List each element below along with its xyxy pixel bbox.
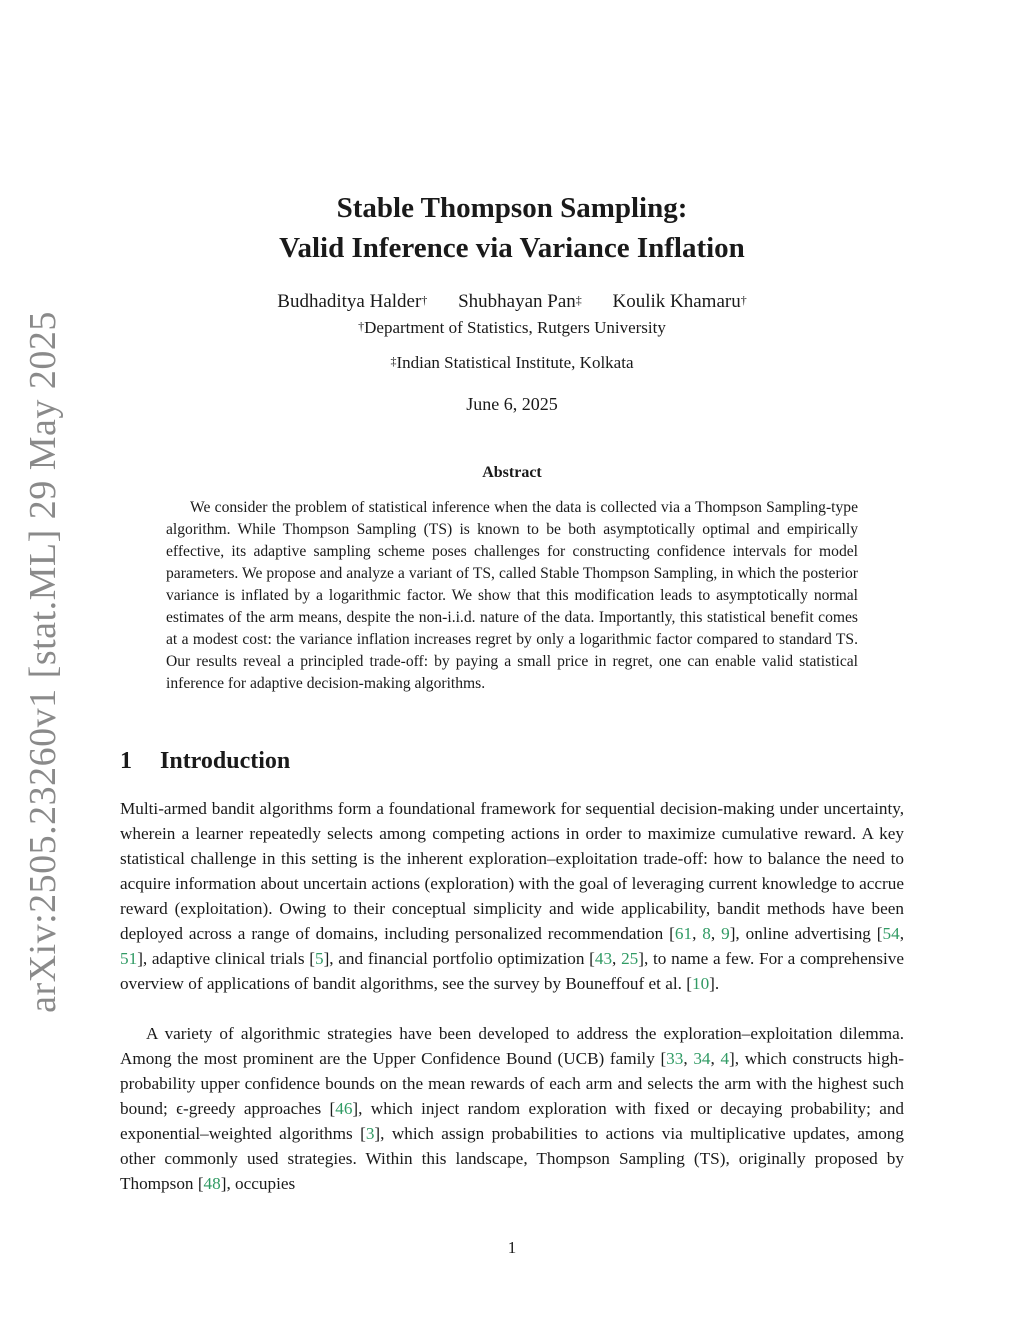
abstract-text: We consider the problem of statistical inference when the data is collected via a Thompson Sampling-type algorithm. While Thompson Sampling (TS) is known to be both asymptotically optimal and empirically effective, its adaptive sampling scheme poses challenges for constructing confidence intervals for model parameters. We propose and analyze a variant of TS, called Stable Thompson Sampling, in which the posterior variance is inflated by a logarithmic factor. We show that this modification leads to asymptotically normal estimates of the arm means, despite the non-i.i.d. nature of the data. Importantly, this statistical benefit comes at a modest cost: the variance inflation increases regret by only a logarithmic factor compared to standard TS. Our results reveal a principled trade-off: by paying a small price in regret, one can enable valid statistical inference for adaptive decision-making algorithms. [166, 499, 858, 692]
title-line-1: Stable Thompson Sampling: [336, 192, 688, 224]
author-affiliation-mark: † [740, 293, 747, 307]
section-title: Introduction [160, 748, 291, 774]
author-affiliation-mark: † [421, 293, 428, 307]
citation-link[interactable]: 8 [702, 924, 711, 943]
intro-paragraph-2 [120, 1021, 904, 1196]
body-text: ], which assign probabilities to actions via multiplicative updates, among other commonly used strategies. Within this landscape, Thompson Sampling (TS), originally proposed by Thompson [ [120, 1124, 904, 1193]
section-number: 1 [120, 748, 132, 774]
citation-link[interactable]: 4 [720, 1049, 730, 1068]
body-text: ], adaptive clinical trials [ [137, 949, 315, 968]
citation-link[interactable]: 51 [120, 949, 138, 968]
body-text: Multi-armed bandit algorithms form a foundational framework for sequential decision-making under uncertainty, wherein a learner repeatedly selects among competing actions in order to maximize cumulative reward. A key statistical challenge in this setting is the inherent exploration–exploitation trade-off: how to balance the need to acquire information about uncertain actions (exploration) with the goal of leveraging current knowledge to accrue reward (exploitation). Owing to their conceptual simplicity and wide applicability, bandit methods have been deployed across a range of domains, including personalized recommendation [ [120, 799, 904, 943]
citation-link[interactable]: 5 [314, 949, 324, 968]
citation-link[interactable]: 10 [691, 974, 710, 993]
citation-link[interactable]: 9 [721, 924, 730, 943]
citation-link[interactable]: 61 [674, 924, 693, 943]
body-text: ], which inject random exploration with fixed or decaying probability; and exponential–weighted algorithms [ [120, 1099, 905, 1143]
citation-link[interactable]: 54 [882, 924, 900, 943]
body-text: ], occupies [220, 1174, 296, 1193]
affiliation-isi [120, 351, 904, 375]
body-text: , [710, 1049, 721, 1068]
body-text: , [692, 924, 703, 943]
affiliation-text: Indian Statistical Institute, Kolkata [396, 353, 634, 372]
body-text: , [683, 1049, 694, 1068]
author-name: Koulik Khamaru [612, 291, 741, 312]
body-text: , [612, 949, 622, 968]
intro-paragraph-1 [120, 796, 904, 996]
author-name: Shubhayan Pan [458, 291, 576, 312]
citation-link[interactable]: 33 [666, 1049, 684, 1068]
affiliation-text: Department of Statistics, Rutgers University [364, 318, 666, 337]
body-text: ], online advertising [ [729, 924, 883, 943]
affiliation-mark: ‡ [390, 354, 397, 368]
paper-title [120, 188, 904, 268]
body-text: , [710, 924, 722, 943]
arxiv-sidebar [8, 311, 78, 1013]
body-text: ], to name a few. For a comprehensive overview of applications of bandit algorithms, see the survey by Bouneffouf et al. [ [120, 949, 904, 993]
citation-link[interactable]: 48 [203, 1174, 221, 1193]
page-number: 1 [507, 1238, 517, 1257]
body-text: A variety of algorithmic strategies have been developed to address the exploration–exploitation dilemma. Among the most prominent are the Upper Confidence Bound (UCB) family [ [120, 1024, 904, 1068]
paper-date: June 6, 2025 [466, 394, 558, 414]
author-name: Budhaditya Halder [277, 291, 422, 312]
author-list [120, 288, 904, 316]
citation-link[interactable]: 25 [621, 949, 639, 968]
citation-link[interactable]: 3 [365, 1124, 375, 1143]
body-text: , [899, 924, 905, 943]
author [613, 291, 747, 312]
citation-link[interactable]: 46 [335, 1099, 353, 1118]
body-text: ], and financial portfolio optimization [ [323, 949, 595, 968]
affiliation-mark: † [358, 319, 365, 333]
author-affiliation-mark: ‡ [575, 293, 582, 307]
arxiv-identifier: arXiv:2505.23260v1 [stat.ML] 29 May 2025 [22, 311, 64, 1013]
section-heading [120, 748, 290, 775]
citation-link[interactable]: 34 [693, 1049, 711, 1068]
affiliation-rutgers [120, 316, 904, 340]
title-line-2: Valid Inference via Variance Inflation [279, 232, 745, 264]
author [277, 291, 427, 312]
author [458, 291, 582, 312]
abstract-heading: Abstract [482, 464, 542, 481]
body-text: ], which constructs high-probability upper confidence bounds on the mean rewards of each arm and selects the arm with the highest such bound; ϵ-greedy approaches [ [120, 1049, 904, 1118]
citation-link[interactable]: 43 [594, 949, 613, 968]
body-text: ]. [709, 974, 720, 993]
